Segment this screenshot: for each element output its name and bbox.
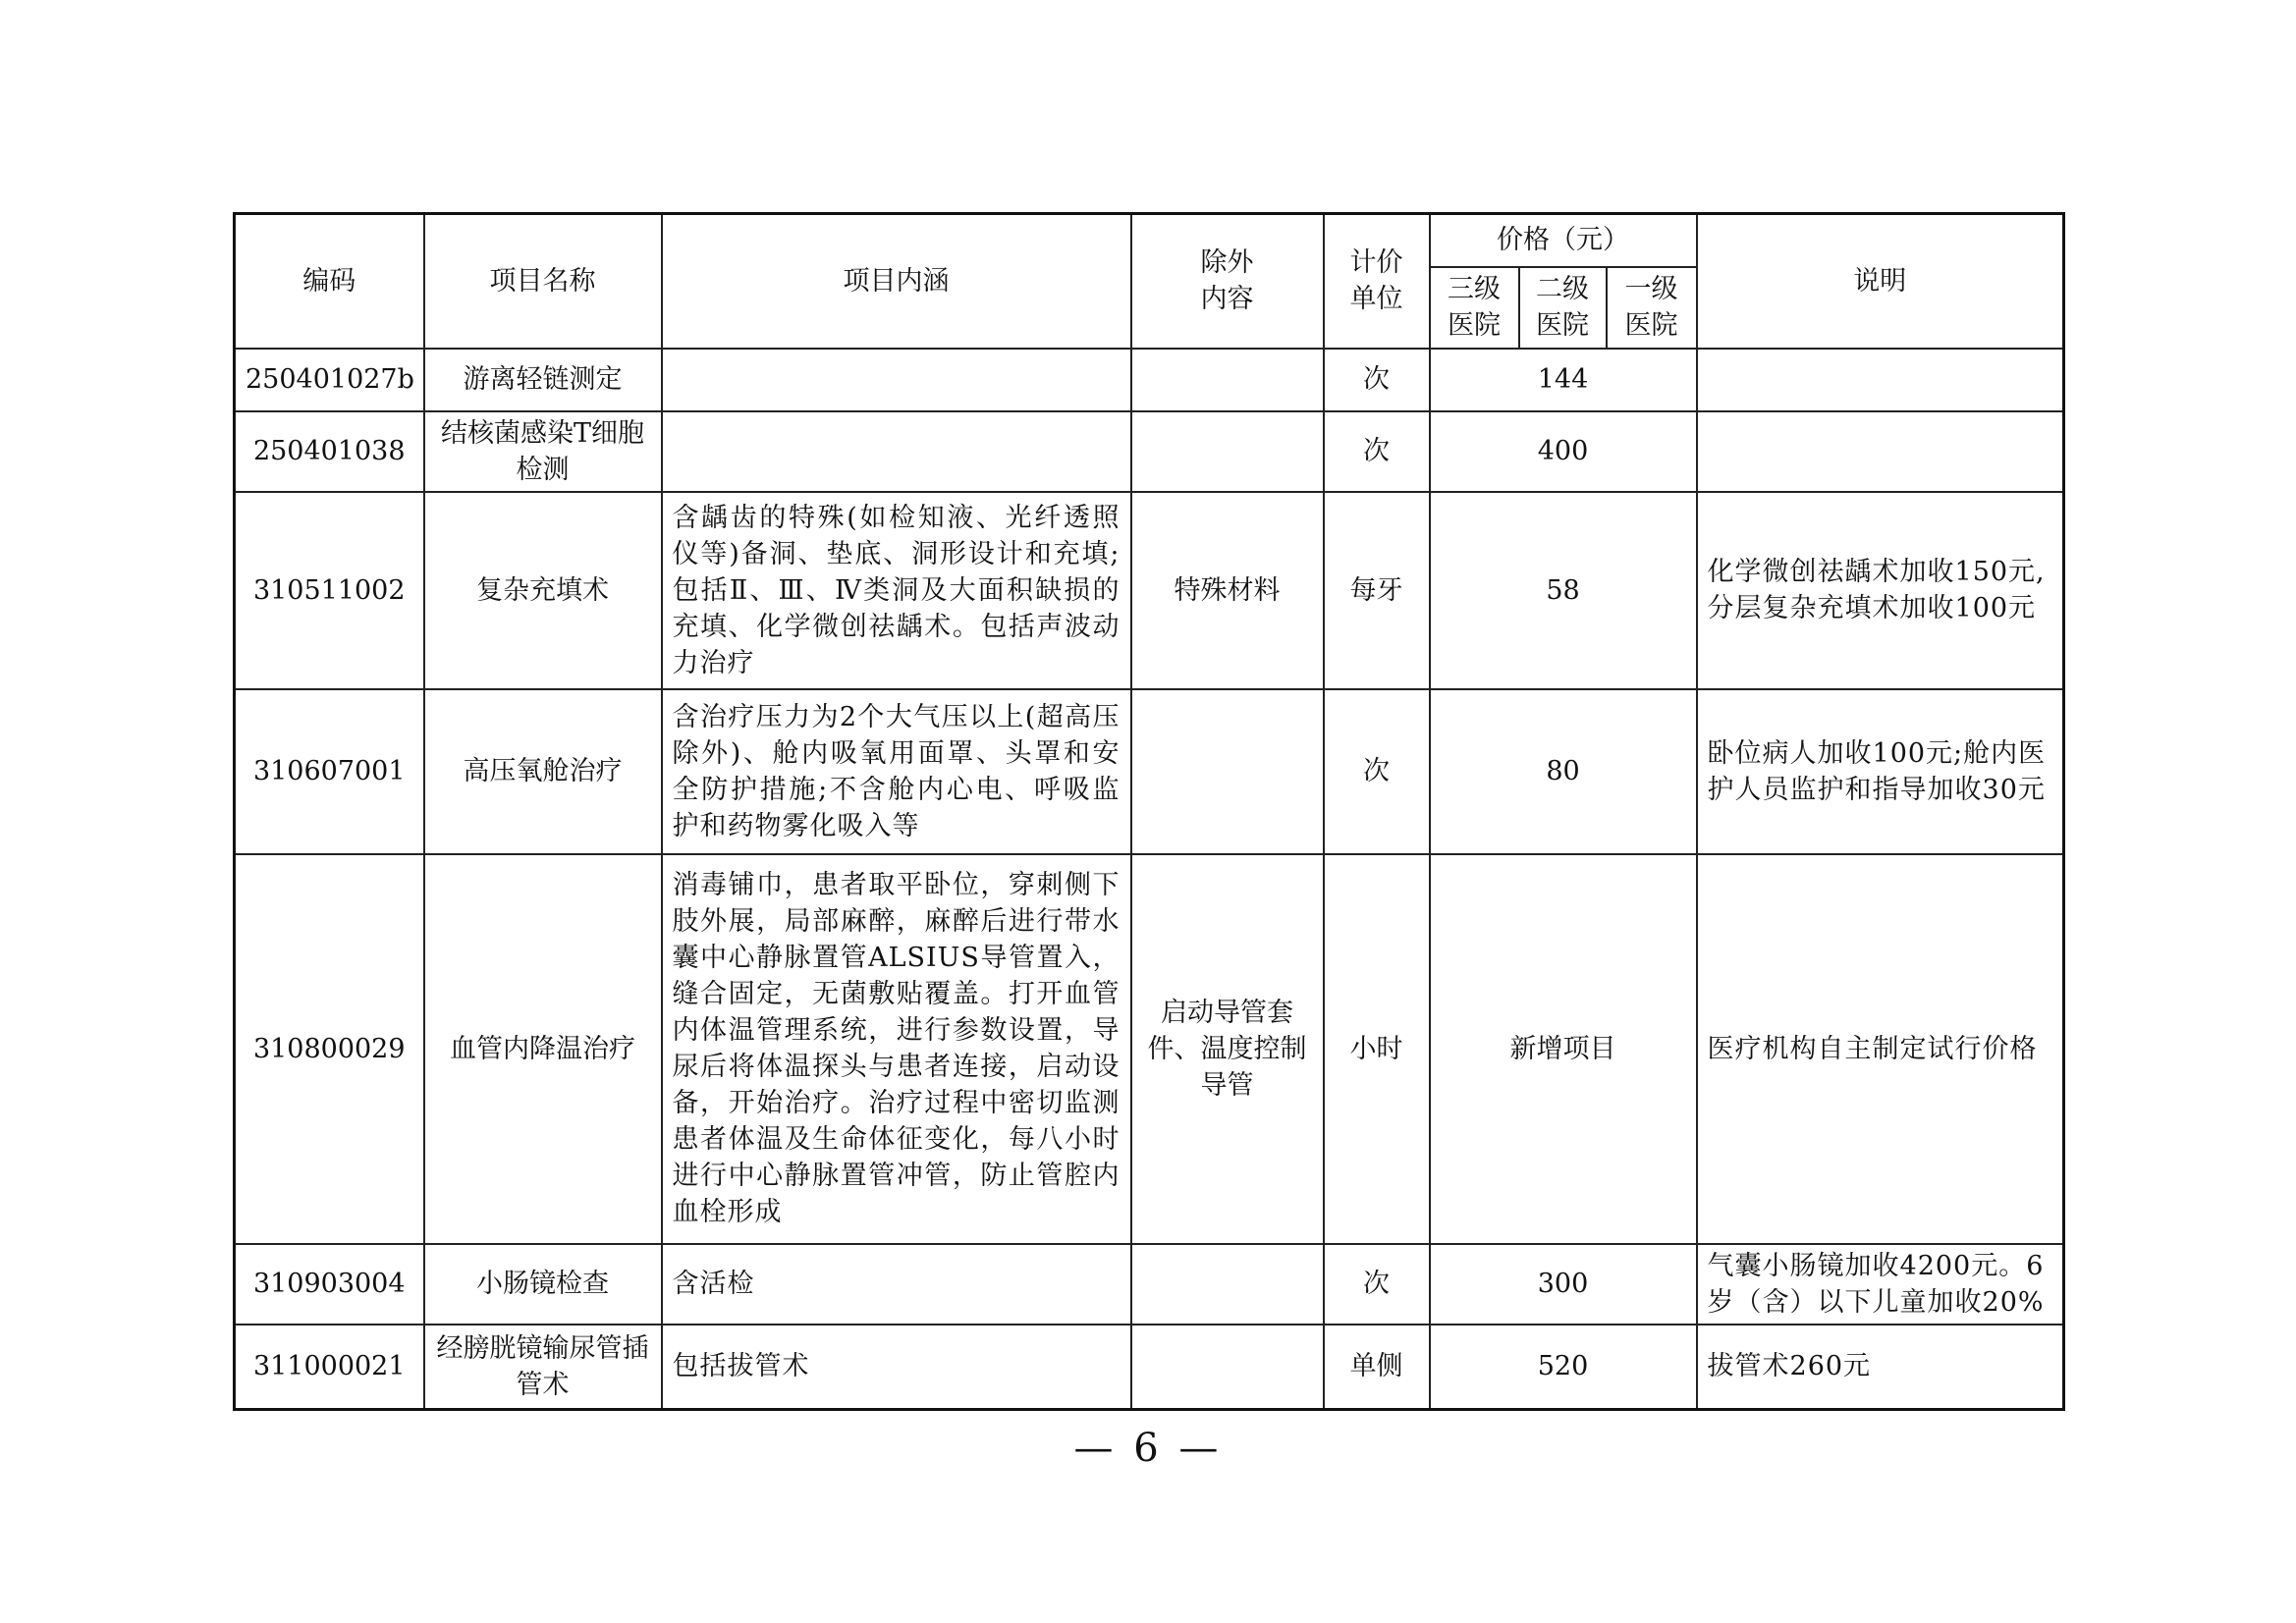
- cell-excluded: [1131, 349, 1324, 411]
- table-row: [235, 854, 2064, 1244]
- cell-price: 520: [1430, 1325, 1697, 1410]
- cell-code: 311000021: [235, 1325, 424, 1410]
- cell-price: 新增项目: [1430, 854, 1697, 1244]
- header-name: 项目名称: [424, 214, 662, 349]
- cell-excluded: 特殊材料: [1131, 492, 1324, 689]
- cell-note: 医疗机构自主制定试行价格: [1697, 854, 2064, 1244]
- header-content: 项目内涵: [662, 214, 1131, 349]
- cell-name: 高压氧舱治疗: [424, 689, 662, 854]
- cell-content: 含治疗压力为2个大气压以上(超高压除外)、舱内吸氧用面罩、头罩和安全防护措施;不含舱内心电、呼吸监护和药物雾化吸入等: [662, 689, 1131, 854]
- header-unit: 计价 单位: [1324, 214, 1430, 349]
- cell-content: 包括拔管术: [662, 1325, 1131, 1410]
- header-level1: 一级 医院: [1607, 267, 1697, 349]
- cell-excluded: 启动导管套件、温度控制导管: [1131, 854, 1324, 1244]
- cell-code: 310607001: [235, 689, 424, 854]
- table-row: [235, 689, 2064, 854]
- cell-unit: 次: [1324, 411, 1430, 492]
- cell-unit: 次: [1324, 1244, 1430, 1325]
- header-level3: 三级 医院: [1430, 267, 1519, 349]
- page-number: — 6 —: [1073, 1426, 1223, 1471]
- cell-unit: 每牙: [1324, 492, 1430, 689]
- header-code: 编码: [235, 214, 424, 349]
- cell-code: 310511002: [235, 492, 424, 689]
- cell-unit: 次: [1324, 349, 1430, 411]
- table-row: [235, 492, 2064, 689]
- table-row: [235, 1325, 2064, 1410]
- table-row: [235, 411, 2064, 492]
- cell-name: 复杂充填术: [424, 492, 662, 689]
- cell-note: 气囊小肠镜加收4200元。6岁（含）以下儿童加收20%: [1697, 1244, 2064, 1325]
- cell-name: 小肠镜检查: [424, 1244, 662, 1325]
- cell-code: 310800029: [235, 854, 424, 1244]
- cell-note: 卧位病人加收100元;舱内医护人员监护和指导加收30元: [1697, 689, 2064, 854]
- header-level2: 二级 医院: [1519, 267, 1607, 349]
- cell-excluded: [1131, 1244, 1324, 1325]
- cell-unit: 单侧: [1324, 1325, 1430, 1410]
- header-note: 说明: [1697, 214, 2064, 349]
- cell-name: 血管内降温治疗: [424, 854, 662, 1244]
- cell-code: 310903004: [235, 1244, 424, 1325]
- cell-name: 经膀胱镜输尿管插管术: [424, 1325, 662, 1410]
- cell-content: 消毒铺巾，患者取平卧位，穿刺侧下肢外展，局部麻醉，麻醉后进行带水囊中心静脉置管ALSIUS导管置入，缝合固定，无菌敷贴覆盖。打开血管内体温管理系统，进行参数设置，导尿后将体温探头与患者连接，启动设备，开始治疗。治疗过程中密切监测患者体温及生命体征变化，每八小时进行中心静脉置管冲管，防止管腔内血栓形成: [662, 854, 1131, 1244]
- cell-excluded: [1131, 1325, 1324, 1410]
- cell-unit: 小时: [1324, 854, 1430, 1244]
- cell-content: 含龋齿的特殊(如检知液、光纤透照仪等)备洞、垫底、洞形设计和充填;包括Ⅱ、Ⅲ、Ⅳ类洞及大面积缺损的充填、化学微创祛龋术。包括声波动力治疗: [662, 492, 1131, 689]
- table-row: [235, 1244, 2064, 1325]
- cell-code: 250401038: [235, 411, 424, 492]
- cell-price: 80: [1430, 689, 1697, 854]
- cell-price: 400: [1430, 411, 1697, 492]
- cell-excluded: [1131, 411, 1324, 492]
- cell-unit: 次: [1324, 689, 1430, 854]
- table-row: [235, 349, 2064, 411]
- cell-price: 144: [1430, 349, 1697, 411]
- cell-price: 58: [1430, 492, 1697, 689]
- cell-name: 游离轻链测定: [424, 349, 662, 411]
- cell-content: 含活检: [662, 1244, 1131, 1325]
- header-excluded: 除外 内容: [1131, 214, 1324, 349]
- cell-name: 结核菌感染T细胞检测: [424, 411, 662, 492]
- cell-content: [662, 349, 1131, 411]
- cell-content: [662, 411, 1131, 492]
- cell-note: [1697, 411, 2064, 492]
- cell-price: 300: [1430, 1244, 1697, 1325]
- cell-note: [1697, 349, 2064, 411]
- cell-note: 拔管术260元: [1697, 1325, 2064, 1410]
- header-price: 价格（元）: [1430, 214, 1697, 267]
- cell-note: 化学微创祛龋术加收150元,分层复杂充填术加收100元: [1697, 492, 2064, 689]
- cell-excluded: [1131, 689, 1324, 854]
- price-table: [233, 212, 2065, 1411]
- cell-code: 250401027b: [235, 349, 424, 411]
